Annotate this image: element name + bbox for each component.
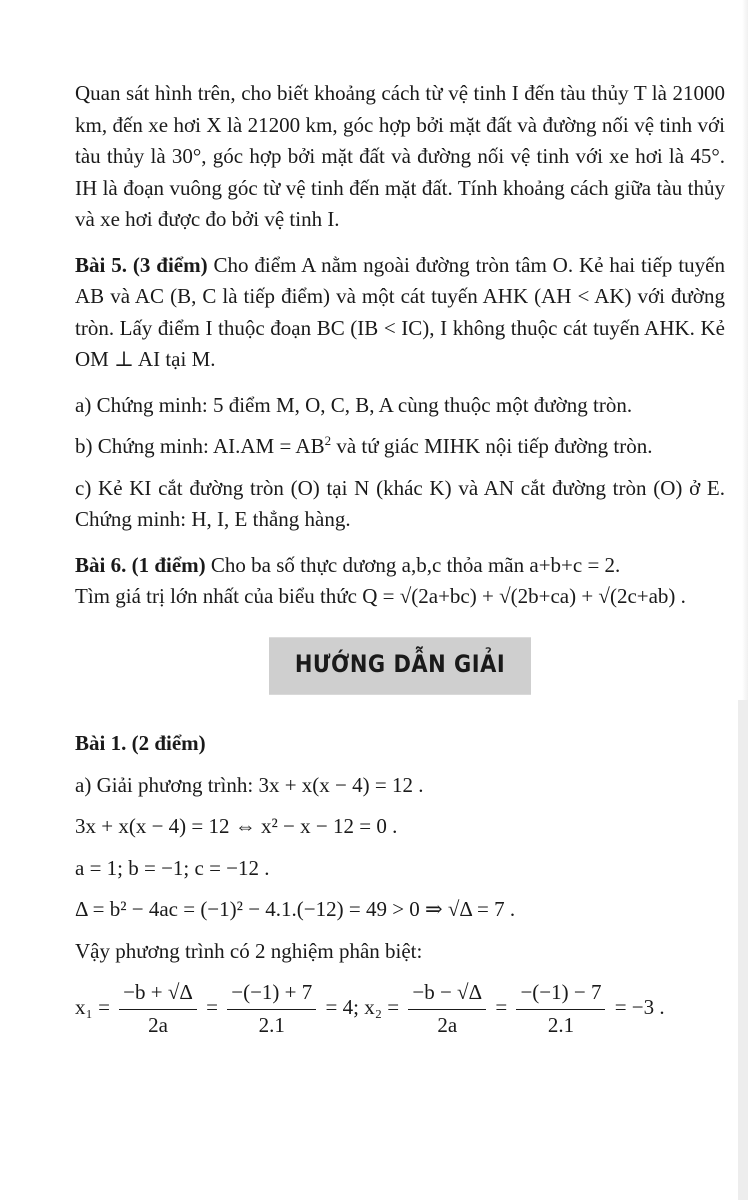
fraction-numerator: −b + √Δ <box>119 977 197 1010</box>
bai5-b-post: và tứ giác MIHK nội tiếp đường tròn. <box>331 434 653 458</box>
fraction-x2-general <box>408 977 486 1041</box>
x1-label: x₁ = <box>75 994 110 1019</box>
bai1-step1: 3x + x(x − 4) = 12 ⇔ x² − x − 12 = 0 . <box>75 814 398 838</box>
solution-banner-wrap <box>75 641 725 691</box>
x1-result: = 4; <box>325 994 359 1019</box>
fraction-x2-values <box>516 977 605 1041</box>
fraction-numerator: −b − √Δ <box>408 977 486 1010</box>
bai5-part-a: a) Chứng minh: 5 điểm M, O, C, B, A cùng thuộc một đường tròn. <box>75 392 633 417</box>
bai1-solutions <box>75 977 725 1041</box>
fraction-denominator: 2a <box>437 1012 458 1037</box>
bai1-step2: a = 1; b = −1; c = −12 . <box>75 855 270 880</box>
equals-sign: = <box>206 994 218 1019</box>
fraction-denominator: 2.1 <box>258 1012 285 1037</box>
fraction-denominator: 2a <box>148 1012 168 1037</box>
bai5-part-c: c) Kẻ KI cắt đường tròn (O) tại N (khác K) và AN cắt đường tròn (O) ở E. Chứng minh: H, I, E thẳng hàng. <box>75 475 725 531</box>
bai6-line1 <box>75 550 725 582</box>
fraction-denominator: 2.1 <box>547 1012 575 1037</box>
bai1-conclusion: Vậy phương trình có 2 nghiệm phân biệt: <box>75 938 423 963</box>
bai5-block <box>75 250 725 376</box>
bai6-heading: Bài 6. (1 điểm) <box>75 552 206 577</box>
bai1-a-label: a) Giải phương trình: <box>75 772 254 797</box>
page-edge-shadow-lower <box>738 700 748 1200</box>
bai1-a-equation: 3x + x(x − 4) = 12 . <box>258 772 424 797</box>
bai6-text1: Cho ba số thực dương a,b,c thỏa mãn a+b+c = 2. <box>210 552 621 577</box>
bai5-paragraph <box>75 250 725 376</box>
bai6-block <box>75 550 725 613</box>
bai1-heading: Bài 1. (2 điểm) <box>75 731 206 755</box>
equals-sign: = <box>495 994 508 1019</box>
solution-banner: HƯỚNG DẪN GIẢI <box>269 637 531 694</box>
fraction-x1-general <box>119 977 197 1041</box>
fraction-x1-values <box>227 977 316 1041</box>
bai5-b-pre: b) Chứng minh: AI.AM = AB <box>75 434 325 458</box>
fraction-numerator: −(−1) − 7 <box>516 977 605 1010</box>
bai1-step3: Δ = b² − 4ac = (−1)² − 4.1.(−12) = 49 > 0 ⇒ √Δ = 7 . <box>75 897 516 921</box>
bai5-part-b <box>75 431 725 463</box>
page-content <box>75 78 725 1041</box>
x2-label: x₂ = <box>364 994 400 1019</box>
bai5-text: Cho điểm A nằm ngoài đường tròn tâm O. Kẻ hai tiếp tuyến AB và AC (B, C là tiếp điểm) và một cát tuyến AHK (AH < AK) với đường tròn. Lấy điểm I thuộc đoạn BC (IB < IC), I không thuộc cát tuyến AHK. Kẻ OM ⊥ AI tại M. <box>75 252 725 371</box>
intro-paragraph: Quan sát hình trên, cho biết khoảng cách từ vệ tinh I đến tàu thủy T là 21000 km, đến xe hơi X là 21200 km, góc hợp bởi mặt đất và đường nối vệ tinh với tàu thủy là 30°, góc hợp bởi mặt đất và đường nối vệ tinh với xe hơi là 45°. IH là đoạn vuông góc từ vệ tinh đến mặt đất. Tính khoảng cách giữa tàu thủy và xe hơi được đo bởi vệ tinh I. <box>75 81 725 231</box>
bai5-heading: Bài 5. (3 điểm) <box>75 252 208 277</box>
x2-result: = −3 . <box>614 994 665 1019</box>
bai1-part-a <box>75 770 725 802</box>
fraction-numerator: −(−1) + 7 <box>227 977 316 1010</box>
bai5-b-sup: 2 <box>324 433 332 448</box>
bai6-line2: Tìm giá trị lớn nhất của biểu thức Q = √(2a+bc) + √(2b+ca) + √(2c+ab) . <box>75 584 686 608</box>
